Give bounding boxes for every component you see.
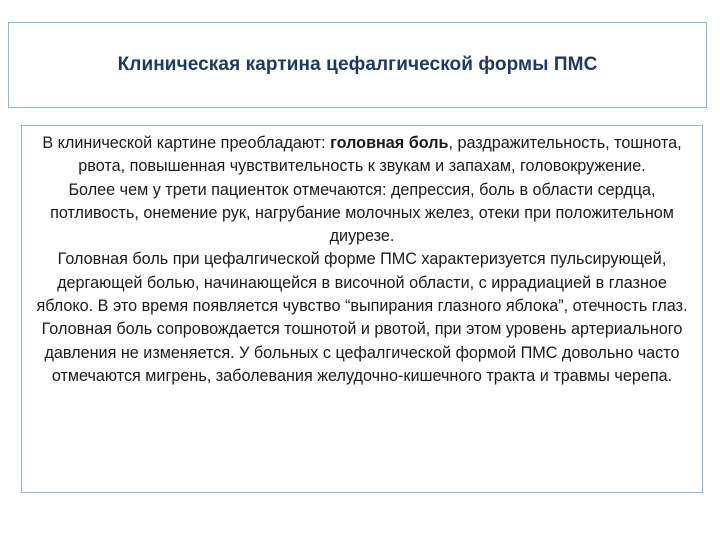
title-frame (8, 22, 707, 108)
paragraph-symptoms (34, 132, 690, 179)
paragraph-headache-character: Головная боль при цефалгической форме ПМС характеризуется пульсирующей, дергающей болью, начинающейся в височной области, с иррадиацией в глазное яблоко. В это время появляется чувство “выпирания глазного яблока”, отечность глаз. (36, 250, 688, 316)
paragraph-third-of-patients: Более чем у трети пациенток отмечаются: депрессия, боль в области сердца, потливость, онемение рук, нагрубание молочных желез, отеки при положительном диурезе. (50, 180, 674, 246)
headache-emphasis: головная боль (330, 134, 449, 152)
paragraph-symptoms-rest: , раздражительность, тошнота, рвота, повышенная чувствительность к звукам и запахам, головокружение. (78, 134, 682, 176)
paragraph-accompanying-symptoms: Головная боль сопровождается тошнотой и рвотой, при этом уровень артериального давления не изменяется. У больных с цефалгической формой ПМС довольно часто отмечаются мигрень, заболевания желудочно-кишечного тракта и травмы черепа. (41, 320, 683, 385)
slide-title: Клиническая картина цефалгической формы ПМС (117, 54, 598, 75)
paragraph-symptoms-lead: В клинической картине преобладают: (42, 134, 331, 152)
content-frame (21, 125, 703, 493)
